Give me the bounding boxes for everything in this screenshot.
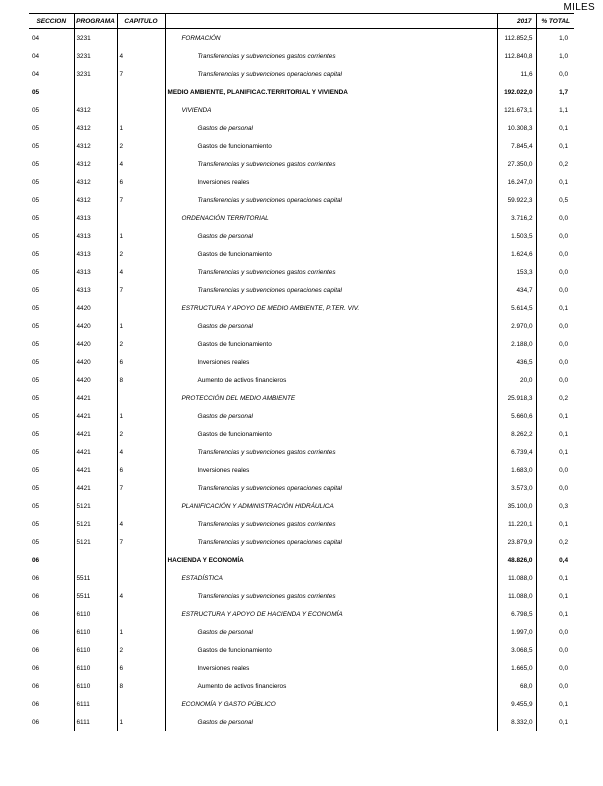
cell-seccion: 05 [29,191,74,209]
cell-programa: 4421 [74,407,117,425]
cell-capitulo: 4 [117,263,165,281]
cell-capitulo: 7 [117,281,165,299]
cell-seccion: 06 [29,587,74,605]
cell-amount: 20,0 [497,371,536,389]
cell-descripcion: Gastos de funcionamiento [165,425,497,443]
cell-amount: 153,3 [497,263,536,281]
cell-programa: 3231 [74,47,117,65]
cell-seccion: 05 [29,245,74,263]
cell-descripcion: ORDENACIÓN TERRITORIAL [165,209,497,227]
cell-capitulo [117,605,165,623]
cell-capitulo: 2 [117,137,165,155]
cell-descripcion: Transferencias y subvenciones operaciones capital [165,479,497,497]
cell-pct: 0,0 [559,376,568,384]
cell-seccion: 05 [29,227,74,245]
cell-amount: 59.922,3 [497,191,536,209]
cell-capitulo: 7 [117,533,165,551]
table-row [29,641,574,659]
cell-amount: 10.308,3 [497,119,536,137]
table-row [29,407,574,425]
cell-capitulo [117,29,165,48]
cell-pct: 0,0 [559,466,568,474]
cell-capitulo: 1 [117,407,165,425]
cell-programa: 4420 [74,317,117,335]
cell-descripcion: Gastos de personal [165,713,497,731]
cell-capitulo [117,389,165,407]
cell-amount: 2.188,0 [497,335,536,353]
col-header-seccion: SECCION [29,14,74,29]
cell-descripcion: Aumento de activos financieros [165,371,497,389]
cell-amount: 23.879,9 [497,533,536,551]
cell-descripcion: Gastos de funcionamiento [165,641,497,659]
cell-descripcion: Inversiones reales [165,461,497,479]
table-row [29,173,574,191]
cell-capitulo: 4 [117,443,165,461]
cell-amount: 1.997,0 [497,623,536,641]
cell-pct: 0,0 [559,646,568,654]
cell-seccion: 05 [29,317,74,335]
cell-seccion: 06 [29,695,74,713]
cell-descripcion: Aumento de activos financieros [165,677,497,695]
cell-descripcion: Inversiones reales [165,353,497,371]
table-row [29,227,574,245]
cell-programa: 6111 [74,695,117,713]
cell-pct: 0,1 [559,610,568,618]
col-header-capitulo: CAPITULO [117,14,165,29]
cell-seccion: 04 [29,47,74,65]
cell-amount: 11.220,1 [497,515,536,533]
cell-pct: 0,0 [559,70,568,78]
cell-programa: 4420 [74,371,117,389]
cell-descripcion: Transferencias y subvenciones gastos corrientes [165,263,497,281]
cell-amount: 8.332,0 [497,713,536,731]
cell-programa: 5511 [74,569,117,587]
cell-amount: 5.614,5 [497,299,536,317]
cell-programa: 5121 [74,515,117,533]
table-row [29,623,574,641]
table-row [29,713,574,731]
cell-seccion: 05 [29,479,74,497]
cell-amount: 48.826,0 [497,551,536,569]
cell-amount: 1.624,6 [497,245,536,263]
cell-amount: 6.798,5 [497,605,536,623]
cell-descripcion: Inversiones reales [165,659,497,677]
cell-programa: 4420 [74,335,117,353]
cell-capitulo: 7 [117,479,165,497]
cell-seccion: 06 [29,605,74,623]
cell-capitulo [117,695,165,713]
cell-descripcion: Inversiones reales [165,173,497,191]
cell-programa: 4313 [74,245,117,263]
cell-programa: 6110 [74,623,117,641]
cell-pct: 0,1 [559,430,568,438]
table-row [29,443,574,461]
cell-programa: 6110 [74,677,117,695]
cell-seccion: 05 [29,497,74,515]
table-row [29,533,574,551]
cell-seccion: 05 [29,461,74,479]
cell-capitulo: 2 [117,425,165,443]
cell-programa: 6111 [74,713,117,731]
cell-seccion: 04 [29,29,74,48]
cell-programa: 4420 [74,299,117,317]
table-row [29,299,574,317]
cell-amount: 2.970,0 [497,317,536,335]
cell-capitulo: 8 [117,677,165,695]
cell-amount: 11.088,0 [497,587,536,605]
col-header-pct: % TOTAL [536,14,574,29]
cell-pct: 0,4 [559,556,568,564]
cell-pct: 0,2 [559,538,568,546]
cell-capitulo [117,83,165,101]
cell-programa: 4421 [74,479,117,497]
table-row [29,371,574,389]
cell-descripcion: Transferencias y subvenciones operaciones capital [165,191,497,209]
cell-seccion: 05 [29,101,74,119]
cell-capitulo: 4 [117,587,165,605]
cell-amount: 436,5 [497,353,536,371]
cell-pct: 1,0 [559,52,568,60]
cell-seccion: 06 [29,641,74,659]
cell-pct: 0,1 [559,520,568,528]
table-row [29,479,574,497]
cell-programa: 4421 [74,461,117,479]
cell-programa: 5121 [74,497,117,515]
cell-programa: 4421 [74,425,117,443]
table-row [29,155,574,173]
cell-seccion: 05 [29,155,74,173]
cell-descripcion: Gastos de personal [165,227,497,245]
cell-pct: 0,1 [559,178,568,186]
cell-programa: 4421 [74,389,117,407]
table-row [29,587,574,605]
cell-descripcion: Transferencias y subvenciones operaciones capital [165,65,497,83]
units-label: MILES [563,2,595,13]
cell-descripcion: ECONOMÍA Y GASTO PÚBLICO [165,695,497,713]
cell-amount: 192.022,0 [497,83,536,101]
cell-capitulo: 6 [117,659,165,677]
cell-amount: 1.665,0 [497,659,536,677]
cell-seccion: 06 [29,677,74,695]
table-row [29,677,574,695]
table-row [29,191,574,209]
table-row [29,29,574,48]
cell-seccion: 05 [29,389,74,407]
cell-capitulo [117,497,165,515]
cell-descripcion: Transferencias y subvenciones operaciones capital [165,281,497,299]
cell-pct: 0,0 [559,484,568,492]
cell-capitulo [117,209,165,227]
cell-amount: 11.088,0 [497,569,536,587]
cell-seccion: 05 [29,209,74,227]
cell-amount: 35.100,0 [497,497,536,515]
cell-pct: 0,1 [559,412,568,420]
cell-descripcion: Transferencias y subvenciones gastos corrientes [165,47,497,65]
cell-descripcion: Gastos de personal [165,407,497,425]
cell-seccion: 06 [29,623,74,641]
cell-descripcion: Gastos de personal [165,317,497,335]
cell-pct: 0,0 [559,232,568,240]
cell-seccion: 05 [29,83,74,101]
table-row [29,515,574,533]
cell-seccion: 06 [29,551,74,569]
cell-pct: 0,0 [559,322,568,330]
cell-pct: 0,0 [559,628,568,636]
cell-amount: 5.660,6 [497,407,536,425]
cell-programa: 4312 [74,155,117,173]
cell-descripcion: PLANIFICACIÓN Y ADMINISTRACIÓN HIDRÁULICA [165,497,497,515]
cell-pct: 0,0 [559,214,568,222]
cell-seccion: 04 [29,65,74,83]
cell-amount: 11,6 [497,65,536,83]
cell-pct: 1,1 [559,106,568,114]
table-row [29,317,574,335]
table-row [29,551,574,569]
cell-descripcion: ESTRUCTURA Y APOYO DE MEDIO AMBIENTE, P.TER. VIV. [165,299,497,317]
cell-capitulo: 1 [117,623,165,641]
cell-capitulo: 7 [117,191,165,209]
cell-descripcion: Transferencias y subvenciones gastos corrientes [165,443,497,461]
cell-programa: 4313 [74,209,117,227]
cell-descripcion: ESTRUCTURA Y APOYO DE HACIENDA Y ECONOMÍA [165,605,497,623]
budget-table [29,13,574,731]
cell-amount: 112.852,5 [497,29,536,48]
cell-amount: 16.247,0 [497,173,536,191]
col-header-year: 2017 [497,14,536,29]
table-row [29,101,574,119]
cell-capitulo: 2 [117,245,165,263]
cell-amount: 1.503,5 [497,227,536,245]
cell-programa: 3231 [74,29,117,48]
table-row [29,263,574,281]
table-row [29,389,574,407]
cell-amount: 1.683,0 [497,461,536,479]
cell-programa: 4312 [74,119,117,137]
table-row [29,425,574,443]
cell-seccion: 05 [29,173,74,191]
cell-programa: 4312 [74,191,117,209]
cell-seccion: 05 [29,137,74,155]
table-row [29,47,574,65]
table-row [29,335,574,353]
cell-descripcion: HACIENDA Y ECONOMÍA [165,551,497,569]
cell-amount: 6.739,4 [497,443,536,461]
cell-seccion: 06 [29,659,74,677]
cell-pct: 0,1 [559,448,568,456]
cell-programa: 4420 [74,353,117,371]
cell-capitulo: 4 [117,515,165,533]
cell-seccion: 05 [29,353,74,371]
cell-amount: 434,7 [497,281,536,299]
cell-amount: 27.350,0 [497,155,536,173]
cell-pct: 0,1 [559,142,568,150]
cell-descripcion: Gastos de personal [165,623,497,641]
cell-programa: 5121 [74,533,117,551]
cell-seccion: 05 [29,299,74,317]
cell-capitulo: 1 [117,227,165,245]
cell-pct: 0,1 [559,574,568,582]
cell-seccion: 05 [29,425,74,443]
cell-seccion: 06 [29,569,74,587]
cell-capitulo [117,299,165,317]
col-header-descripcion [165,14,497,29]
cell-capitulo [117,551,165,569]
cell-pct: 0,5 [559,196,568,204]
cell-descripcion: Gastos de funcionamiento [165,245,497,263]
cell-capitulo: 7 [117,65,165,83]
cell-pct: 0,2 [559,160,568,168]
cell-pct: 1,0 [559,34,568,42]
cell-programa: 4312 [74,101,117,119]
cell-capitulo: 1 [117,713,165,731]
cell-pct: 0,2 [559,394,568,402]
cell-programa: 6110 [74,605,117,623]
table-row [29,605,574,623]
cell-descripcion: VIVIENDA [165,101,497,119]
table-row [29,65,574,83]
cell-capitulo [117,101,165,119]
table-row [29,137,574,155]
cell-amount: 9.455,9 [497,695,536,713]
cell-programa: 6110 [74,659,117,677]
table-header-row [29,14,574,29]
cell-seccion: 05 [29,443,74,461]
col-header-programa: PROGRAMA [74,14,117,29]
cell-programa: 6110 [74,641,117,659]
table-row [29,461,574,479]
cell-amount: 112.840,8 [497,47,536,65]
cell-pct: 0,1 [559,304,568,312]
cell-programa: 5511 [74,587,117,605]
table-row [29,695,574,713]
cell-capitulo: 4 [117,47,165,65]
cell-amount: 3.068,5 [497,641,536,659]
cell-pct: 0,0 [559,358,568,366]
cell-descripcion: Gastos de funcionamiento [165,335,497,353]
cell-programa: 4313 [74,263,117,281]
cell-descripcion: MEDIO AMBIENTE, PLANIFICAC.TERRITORIAL Y VIVIENDA [165,83,497,101]
cell-pct: 0,0 [559,268,568,276]
cell-pct: 0,0 [559,682,568,690]
cell-programa: 4313 [74,227,117,245]
table-row [29,659,574,677]
cell-descripcion: Transferencias y subvenciones gastos corrientes [165,587,497,605]
cell-programa [74,83,117,101]
table-row [29,353,574,371]
cell-programa: 4312 [74,173,117,191]
cell-seccion: 05 [29,335,74,353]
cell-capitulo: 4 [117,155,165,173]
cell-pct: 0,1 [559,124,568,132]
cell-seccion: 05 [29,371,74,389]
cell-pct: 0,1 [559,700,568,708]
table-row [29,497,574,515]
cell-descripcion: Transferencias y subvenciones gastos corrientes [165,155,497,173]
cell-pct: 0,0 [559,340,568,348]
cell-pct: 0,1 [559,718,568,726]
cell-seccion: 05 [29,533,74,551]
table-row [29,83,574,101]
cell-amount: 8.262,2 [497,425,536,443]
cell-descripcion: PROTECCIÓN DEL MEDIO AMBIENTE [165,389,497,407]
cell-seccion: 06 [29,713,74,731]
cell-amount: 7.845,4 [497,137,536,155]
cell-seccion: 05 [29,119,74,137]
table-row [29,119,574,137]
cell-seccion: 05 [29,515,74,533]
cell-capitulo: 6 [117,461,165,479]
cell-descripcion: FORMACIÓN [165,29,497,48]
cell-programa: 4313 [74,281,117,299]
cell-amount: 121.673,1 [497,101,536,119]
cell-capitulo: 2 [117,335,165,353]
cell-seccion: 05 [29,281,74,299]
cell-programa: 4312 [74,137,117,155]
cell-amount: 3.573,0 [497,479,536,497]
cell-capitulo: 2 [117,641,165,659]
cell-programa [74,551,117,569]
table-row [29,209,574,227]
cell-descripcion: ESTADÍSTICA [165,569,497,587]
cell-descripcion: Gastos de funcionamiento [165,137,497,155]
cell-programa: 4421 [74,443,117,461]
cell-capitulo: 8 [117,371,165,389]
cell-pct: 0,0 [559,286,568,294]
cell-capitulo: 6 [117,173,165,191]
table-row [29,245,574,263]
table-row [29,281,574,299]
cell-pct: 0,0 [559,250,568,258]
cell-amount: 68,0 [497,677,536,695]
cell-descripcion: Gastos de personal [165,119,497,137]
cell-capitulo: 1 [117,119,165,137]
cell-pct: 0,3 [559,502,568,510]
cell-descripcion: Transferencias y subvenciones gastos corrientes [165,515,497,533]
cell-descripcion: Transferencias y subvenciones operaciones capital [165,533,497,551]
cell-capitulo [117,569,165,587]
table-row [29,569,574,587]
cell-pct: 1,7 [559,88,568,96]
cell-capitulo: 6 [117,353,165,371]
cell-capitulo: 1 [117,317,165,335]
cell-programa: 3231 [74,65,117,83]
cell-seccion: 05 [29,263,74,281]
cell-pct: 0,1 [559,592,568,600]
cell-seccion: 05 [29,407,74,425]
cell-amount: 3.716,2 [497,209,536,227]
cell-pct: 0,0 [559,664,568,672]
cell-amount: 25.918,3 [497,389,536,407]
